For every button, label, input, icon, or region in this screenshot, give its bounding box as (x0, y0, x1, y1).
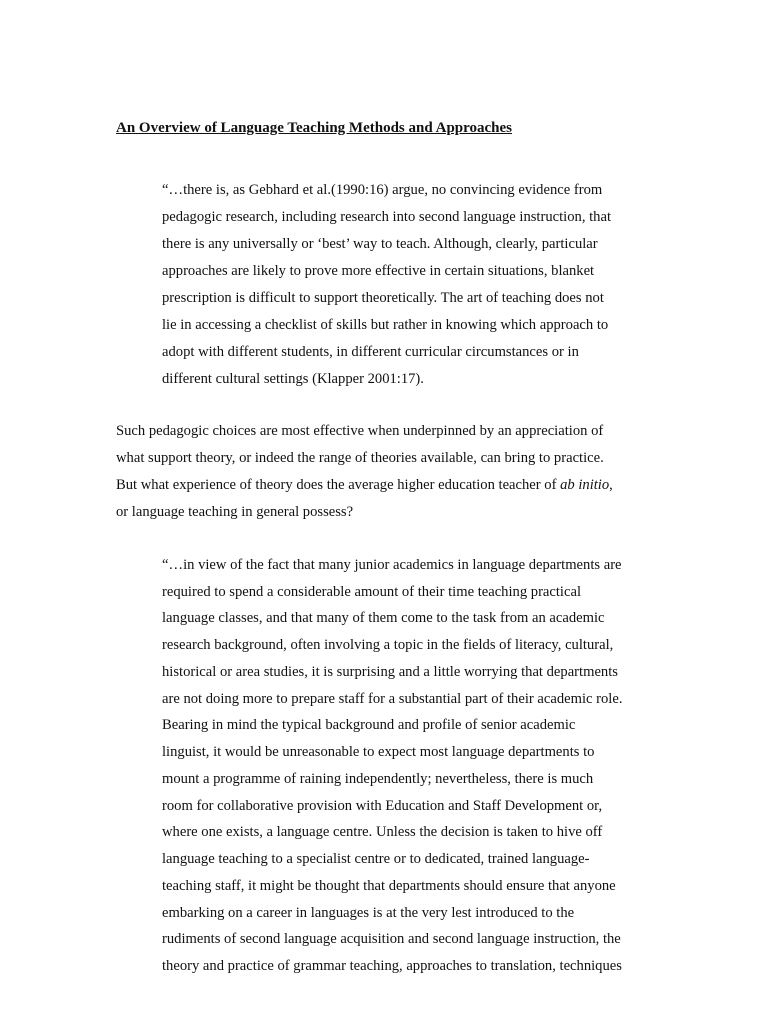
quote-line: “…there is, as Gebhard et al.(1990:16) argue, no convincing evidence from (162, 182, 603, 198)
paragraph-line: what support theory, or indeed the range of theories available, can bring to practice. (116, 450, 604, 466)
quote-line: where one exists, a language centre. Unless the decision is taken to hive off (162, 824, 603, 840)
quote-line: “…in view of the fact that many junior academics in language departments are (162, 557, 622, 573)
quote-line: theory and practice of grammar teaching, approaches to translation, techniques (162, 958, 622, 974)
quote-line: approaches are likely to prove more effective in certain situations, blanket (162, 263, 595, 279)
quote-line: different cultural settings (Klapper 2001:17). (162, 371, 424, 387)
quote-line: mount a programme of raining independently; nevertheless, there is much (162, 771, 594, 787)
paragraph-line: or language teaching in general possess? (116, 504, 354, 520)
quote-line: teaching staff, it might be thought that departments should ensure that anyone (162, 878, 616, 894)
quote-line: required to spend a considerable amount of their time teaching practical (162, 584, 582, 600)
quote-line: adopt with different students, in different curricular circumstances or in (162, 344, 579, 360)
paragraph-text: But what experience of theory does the average higher education teacher of (116, 477, 561, 493)
paragraph-line: Such pedagogic choices are most effective when underpinned by an appreciation of (116, 423, 604, 439)
quote-line: there is any universally or ‘best’ way to teach. Although, clearly, particular (162, 236, 598, 252)
document-title: An Overview of Language Teaching Methods and Approaches (116, 120, 513, 136)
quote-line: are not doing more to prepare staff for a substantial part of their academic role. (162, 691, 623, 707)
paragraph-text: , (609, 477, 613, 493)
quote-line: prescription is difficult to support theoretically. The art of teaching does not (162, 290, 604, 306)
quote-line: lie in accessing a checklist of skills but rather in knowing which approach to (162, 317, 609, 333)
quote-line: research background, often involving a topic in the fields of literacy, cultural, (162, 637, 614, 653)
quote-line: linguist, it would be unreasonable to expect most language departments to (162, 744, 595, 760)
quote-line: pedagogic research, including research into second language instruction, that (162, 209, 612, 225)
quote-line: rudiments of second language acquisition and second language instruction, the (162, 931, 621, 947)
quote-line: language classes, and that many of them come to the task from an academic (162, 610, 605, 626)
quote-line: language teaching to a specialist centre or to dedicated, trained language- (162, 851, 590, 867)
quote-line: historical or area studies, it is surprising and a little worrying that departments (162, 664, 618, 680)
quote-line: room for collaborative provision with Education and Staff Development or, (162, 798, 603, 814)
italic-term: ab initio (560, 477, 610, 493)
paragraph-line (116, 476, 613, 494)
quote-line: embarking on a career in languages is at the very lest introduced to the (162, 905, 575, 921)
quote-line: Bearing in mind the typical background and profile of senior academic (162, 717, 576, 733)
